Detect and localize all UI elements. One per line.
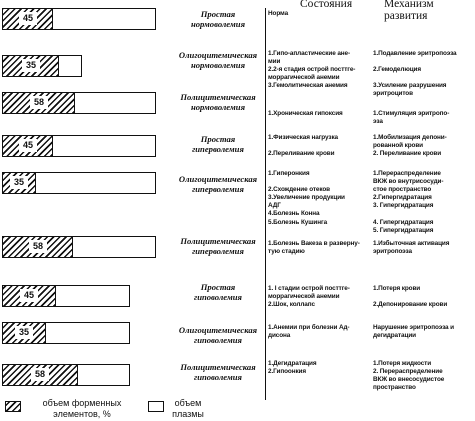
legend-plasma-swatch	[148, 401, 164, 412]
volume-bar	[2, 364, 130, 386]
states-cell	[268, 285, 350, 309]
state-label-line: гиповолемия	[194, 292, 242, 302]
state-label	[172, 92, 264, 112]
state-label-line: нормоволемия	[190, 19, 246, 29]
mechanism-item: 2.Гипергидратация	[373, 194, 432, 202]
state-item: АДГ	[268, 202, 281, 210]
mechanism-item: стое пространство	[373, 186, 432, 194]
legend-plasma-label	[168, 398, 208, 420]
mechanism-cell	[373, 240, 449, 256]
state-item: моррагической анемии	[268, 74, 340, 82]
mechanism-cell	[373, 360, 444, 392]
state-label	[172, 236, 264, 256]
mechanism-cell	[373, 110, 449, 126]
mechanism-item: 1.Мобилизация депони-	[373, 134, 447, 141]
legend-plasma-line-1: объем	[174, 398, 202, 408]
legend-formed-label	[22, 398, 142, 420]
state-item: 1.Болезнь Вакеза в разверну-	[268, 240, 360, 247]
state-item: 2.Переливание крови	[268, 150, 335, 158]
state-label	[172, 174, 264, 194]
mechanism-item: 1.Потеря крови	[373, 285, 421, 292]
mechanism-item: 2.Гемоделюция	[373, 66, 421, 74]
formed-elements-fill	[3, 136, 53, 156]
legend-plasma-line-2: плазмы	[172, 409, 204, 419]
mechanism-item	[373, 74, 457, 82]
state-item: моррагической анемии	[268, 293, 340, 301]
mechanism-item: 1.Избыточная активация	[373, 240, 450, 247]
states-cell	[268, 240, 360, 256]
states-cell	[268, 324, 349, 340]
formed-elements-fill	[3, 237, 73, 257]
mechanism-item: 1.Потеря жидкости	[373, 360, 432, 367]
formed-elements-fill	[3, 173, 36, 193]
mechanism-item: Нарушение эритропоэза и	[373, 324, 455, 331]
states-cell	[268, 110, 343, 118]
state-label-line: Полицитемическая	[180, 362, 256, 372]
state-item: 1. I стадии острой посттге-	[268, 285, 350, 292]
mechanism-item: эритропоэза	[373, 248, 412, 256]
mechanism-item: пространство	[373, 384, 416, 392]
state-label	[172, 9, 264, 29]
state-item: 5.Болезнь Кушинга	[268, 218, 328, 226]
mechanism-item: 3. Гипергидратация	[373, 202, 434, 210]
state-item: тую стадию	[268, 248, 305, 256]
mechanism-cell	[373, 324, 454, 340]
state-label	[172, 362, 264, 382]
state-label	[172, 134, 264, 154]
mechanism-item	[373, 58, 457, 66]
hematocrit-value: 35	[10, 176, 28, 189]
mechanism-cell	[373, 285, 447, 309]
state-label-line: гиповолемия	[194, 335, 242, 345]
mechanism-item: 2. Перераспределение	[373, 368, 443, 376]
hematocrit-value: 45	[19, 139, 37, 152]
mechanism-item: 2. Переливание крови	[373, 150, 442, 158]
state-item: 2.Схождение отеков	[268, 186, 330, 194]
mechanism-item: ВКЖ во внутрисосуди-	[373, 178, 444, 186]
state-label-line: гиперволемия	[192, 246, 244, 256]
column-divider	[265, 8, 266, 400]
mechanism-item: дегидратации	[373, 332, 416, 340]
mechanism-item: 1.Подавление эритропоэза	[373, 50, 457, 57]
state-label-line: Полицитемическая	[180, 236, 256, 246]
mechanism-cell	[373, 50, 457, 99]
mechanism-item: ВКЖ во внесосудистое	[373, 376, 445, 384]
mechanism-item: 1.Перераспределение	[373, 170, 441, 177]
volume-bar	[2, 55, 82, 77]
mechanism-item	[373, 210, 443, 218]
hematocrit-value: 35	[15, 326, 33, 339]
volume-bar	[2, 92, 156, 114]
state-item	[268, 142, 338, 150]
state-label-line: Олигоцитемическая	[178, 174, 258, 184]
mechanism-item: 5. Гипергидратация	[373, 226, 434, 234]
state-label-line: нормоволемия	[190, 102, 246, 112]
mechanism-cell	[373, 170, 443, 235]
state-label-line: гиперволемия	[192, 144, 244, 154]
state-label-line: гиперволемия	[192, 184, 244, 194]
formed-elements-fill	[3, 286, 56, 306]
states-cell	[268, 360, 317, 376]
states-cell	[268, 134, 338, 158]
hematocrit-value: 45	[19, 12, 37, 25]
state-item: 2.Гипоонкия	[268, 368, 307, 376]
mechanism-item: 3.Усиление разрушения	[373, 82, 447, 90]
hematocrit-value: 45	[20, 289, 38, 302]
hematocrit-value: 58	[31, 368, 49, 381]
legend-formed-line-1: объем форменных	[42, 398, 122, 408]
state-label-line: Полицитемическая	[180, 92, 256, 102]
formed-elements-fill	[3, 56, 59, 76]
states-header: Состояния	[300, 0, 353, 10]
formed-elements-fill	[3, 93, 75, 113]
state-item: 2.Шок, коллапс	[268, 301, 315, 309]
state-item: 1.Гипо-апластические ане-	[268, 50, 351, 57]
state-item: мии	[268, 58, 281, 66]
state-label-line: Простая	[200, 282, 236, 292]
hematocrit-value: 58	[30, 96, 48, 109]
formed-elements-fill	[3, 9, 53, 29]
mechanism-item: рованной крови	[373, 142, 423, 150]
state-item: 1.Гиперонкия	[268, 170, 310, 177]
state-item: 1.Физическая нагрузка	[268, 134, 339, 141]
states-cell	[268, 170, 345, 227]
state-item: 4.Болезнь Конна	[268, 210, 320, 218]
state-item: Норма	[268, 10, 289, 17]
volume-bar	[2, 322, 130, 344]
legend-formed-swatch	[5, 401, 21, 412]
volume-bar	[2, 135, 156, 157]
state-item: 1.Хроническая гипоксия	[268, 110, 343, 117]
mechanism-item: эритроцитов	[373, 90, 413, 98]
mechanism-item: 1.Стимуляция эритропо-	[373, 110, 450, 117]
mechanism-header: Механизм развития	[384, 0, 434, 22]
state-item: 3.Увеличение продукции	[268, 194, 345, 202]
mechanism-item	[373, 293, 447, 301]
mechanism-cell	[373, 134, 447, 158]
state-label-line: Простая	[200, 134, 236, 144]
formed-elements-fill	[3, 323, 46, 343]
hematocrit-value: 58	[29, 240, 47, 253]
volume-bar	[2, 285, 130, 307]
state-label	[172, 50, 264, 70]
hematocrit-value: 35	[22, 59, 40, 72]
state-label-line: Олигоцитемическая	[178, 50, 258, 60]
state-item	[268, 178, 345, 186]
state-label	[172, 325, 264, 345]
mechanism-item: 4. Гипергидратация	[373, 218, 434, 226]
state-label	[172, 282, 264, 302]
mechanism-item: 2.Депонирование крови	[373, 301, 448, 309]
states-cell	[268, 50, 355, 90]
state-item: дисона	[268, 332, 291, 340]
formed-elements-fill	[3, 365, 78, 385]
state-label-line: Олигоцитемическая	[178, 325, 258, 335]
legend-formed-line-2: элементов, %	[53, 409, 111, 419]
volume-bar	[2, 172, 156, 194]
state-label-line: Простая	[200, 9, 236, 19]
state-item: 1.Дегидратация	[268, 360, 317, 367]
state-item: 3.Гемолитическая анемия	[268, 82, 348, 90]
state-label-line: нормоволемия	[190, 60, 246, 70]
mechanism-item: эза	[373, 118, 383, 126]
state-label-line: гиповолемия	[194, 372, 242, 382]
volume-bar	[2, 236, 156, 258]
volume-bar	[2, 8, 156, 30]
state-item: 1.Анемии при болезни Ад-	[268, 324, 350, 331]
state-item: 2.2-я стадия острой посттге-	[268, 66, 356, 74]
states-cell	[268, 10, 288, 18]
